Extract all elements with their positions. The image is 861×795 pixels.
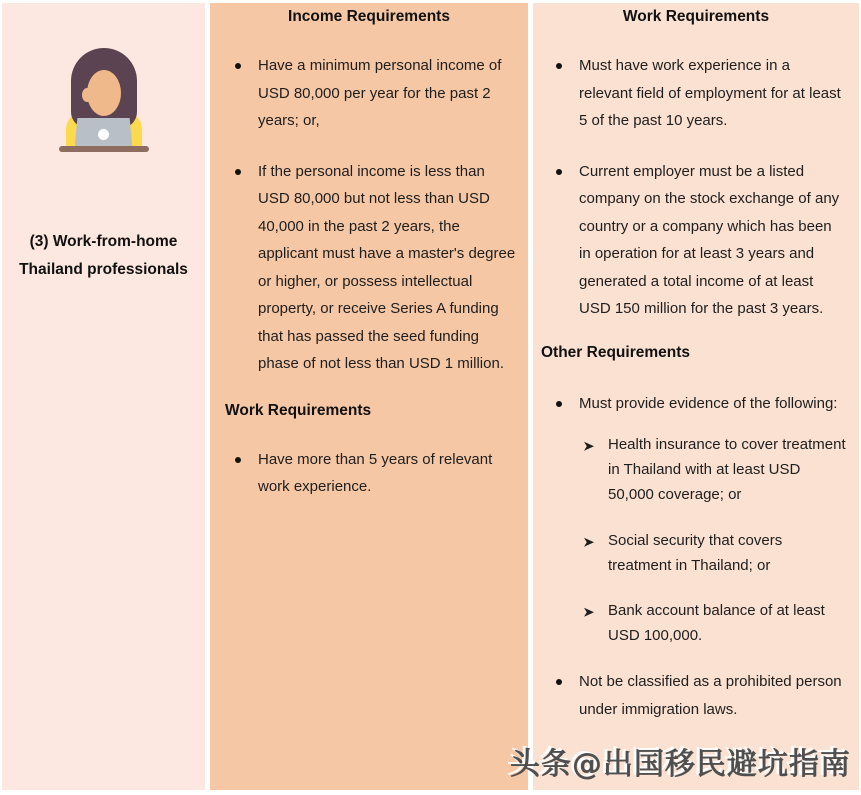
list-item: Must have work experience in a relevant field of employment for at least 5 of the past 10 years. [553, 52, 851, 135]
bullet-icon [232, 446, 258, 473]
face-shape [87, 70, 121, 116]
desk-shape [59, 146, 149, 152]
list-item: Have a minimum personal income of USD 80,000 per year for the past 2 years; or, [232, 52, 520, 135]
income-requirements-cell [210, 3, 528, 790]
other-requirements-heading: Other Requirements [541, 343, 691, 361]
laptop-logo-dot [98, 129, 109, 140]
category-cell [2, 3, 205, 790]
work-requirements-heading: Work Requirements [225, 401, 372, 419]
work-requirements-heading: Work Requirements [622, 8, 770, 25]
woman-at-laptop-illustration [54, 48, 154, 152]
sub-list-item: Health insurance to cover treatment in Thailand with at least USD 50,000 coverage; or [583, 432, 851, 507]
bullet-icon [553, 52, 579, 79]
income-requirements-heading: Income Requirements [288, 8, 450, 25]
bullet-icon [553, 390, 579, 417]
sub-list-item: Bank account balance of at least USD 100,000. [583, 598, 851, 648]
category-label: (3) Work-from-home Thailand professionals [19, 233, 188, 278]
arrow-bullet-icon [583, 528, 608, 553]
list-item: If the personal income is less than USD 80,000 but not less than USD 40,000 in the past 2 years, the applicant must have a master's degree or higher, or possess intellectual property, or receive Series A funding that has passed the seed funding phase of not less than USD 1 million. [232, 158, 520, 378]
watermark: 头条@出国移民避坑指南 [510, 747, 851, 782]
arrow-bullet-icon [583, 598, 608, 623]
sub-list-item: Social security that covers treatment in Thailand; or [583, 528, 851, 578]
bullet-icon [553, 158, 579, 185]
bullet-icon [232, 52, 258, 79]
list-item: Current employer must be a listed company on the stock exchange of any country or a company which has been in operation for at least 3 years and generated a total income of at least USD 150 million for the past 3 years. [553, 158, 851, 323]
arrow-bullet-icon [583, 432, 608, 457]
list-item: Must provide evidence of the following: [553, 390, 851, 418]
list-item: Have more than 5 years of relevant work experience. [232, 446, 520, 501]
bullet-icon [232, 158, 258, 185]
bullet-icon [553, 668, 579, 695]
list-item: Not be classified as a prohibited person under immigration laws. [553, 668, 851, 723]
work-requirements-cell [533, 3, 859, 790]
